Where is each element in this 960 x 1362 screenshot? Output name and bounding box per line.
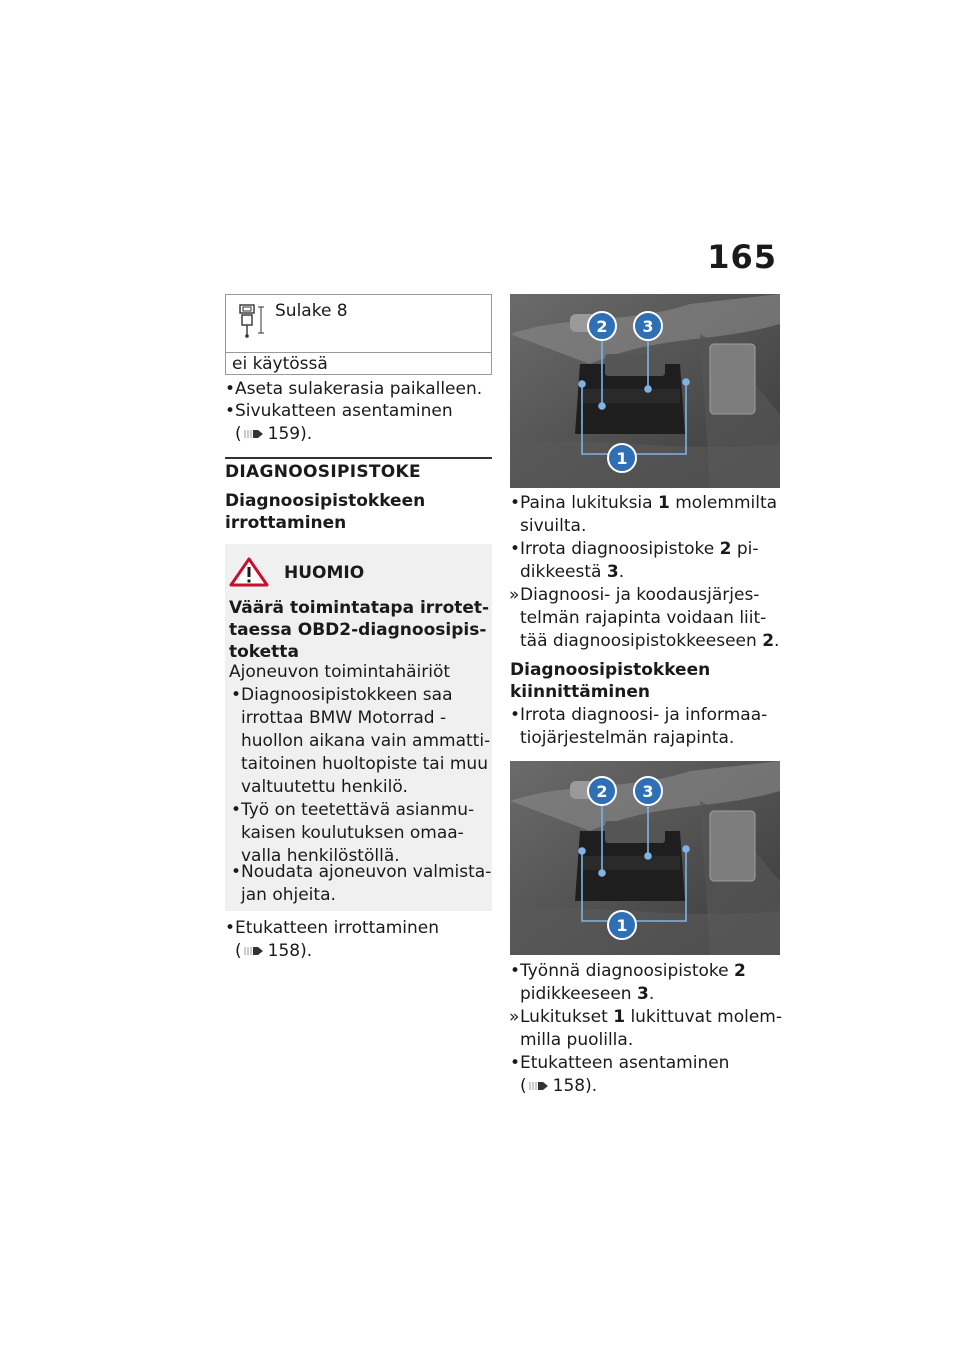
fuse-title: Sulake 8 xyxy=(275,301,348,321)
callout-3: 3 xyxy=(642,782,654,801)
subheading-attach-line2: kiinnittäminen xyxy=(510,682,650,702)
notice-item-1-line3: huollon aikana vain ammatti- xyxy=(241,731,491,751)
step-detach-interface: • Irrota diagnoosi- ja informaa- xyxy=(520,704,767,726)
fuse-table-header xyxy=(226,295,491,353)
callout-1: 1 xyxy=(616,449,628,468)
step-press-locks-line2: sivuilta. xyxy=(520,516,587,536)
notice-item-1-line2: irrottaa BMW Motorrad - xyxy=(241,708,447,728)
reference-page-159: 159). xyxy=(267,424,313,444)
notice-item-2-line3: valla henkilöstöllä. xyxy=(241,846,400,866)
step-detach-interface-line2: tiojärjestelmän rajapinta. xyxy=(520,728,735,748)
diagnostic-connector-photo-removal xyxy=(510,294,780,488)
section-divider xyxy=(225,457,492,459)
notice-item-1-line4: taitoinen huoltopiste tai muu xyxy=(241,754,488,774)
fuse-table xyxy=(225,294,492,375)
step-front-panel-remove: • Etukatteen irrottaminen xyxy=(235,917,439,939)
notice-item-2-line1: • Työ on teetettävä asianmu- xyxy=(241,799,474,821)
notice-title-line2: taessa OBD2-diagnoosipis- xyxy=(229,620,487,640)
result-locks-engage: » Lukitukset 1 lukittuvat molem- xyxy=(509,1007,782,1027)
step-side-panel-reference: ( 159). xyxy=(235,424,313,444)
notice-item-1-line1: • Diagnoosipistokkeen saa xyxy=(241,684,453,706)
reference-page-158: 158). xyxy=(267,941,313,961)
section-title: DIAGNOOSIPISTOKE xyxy=(225,462,421,482)
step-remove-connector-line2: dikkeestä 3. xyxy=(520,562,625,582)
page-reference-arrow-icon xyxy=(244,945,264,957)
page-reference-arrow-icon xyxy=(529,1080,549,1092)
callout-1: 1 xyxy=(616,916,628,935)
step-insert-fuse-box: • Aseta sulakerasia paikalleen. xyxy=(235,378,482,400)
callout-2: 2 xyxy=(596,782,608,801)
result-interface-connect-line2: telmän rajapinta voidaan liit- xyxy=(520,608,767,628)
callout-2: 2 xyxy=(596,317,608,336)
fuse-icon xyxy=(237,303,267,339)
callout-3: 3 xyxy=(642,317,654,336)
notice-item-3-line1: • Noudata ajoneuvon valmista- xyxy=(241,861,491,883)
step-push-connector: • Työnnä diagnoosipistoke 2 xyxy=(520,960,746,982)
notice-consequence: Ajoneuvon toimintahäiriöt xyxy=(229,662,451,682)
result-marker: » xyxy=(509,585,520,605)
step-front-panel-install-reference: ( 158). xyxy=(520,1076,598,1096)
subheading-removal-line2: irrottaminen xyxy=(225,513,347,533)
notice-label: HUOMIO xyxy=(284,563,365,583)
notice-title-line3: toketta xyxy=(229,642,299,662)
step-remove-connector: • Irrota diagnoosipistoke 2 pi- xyxy=(520,538,759,560)
result-locks-engage-line2: milla puolilla. xyxy=(520,1030,634,1050)
result-marker: » xyxy=(509,1007,520,1027)
step-front-panel-reference: ( 158). xyxy=(235,941,313,961)
step-front-panel-install: • Etukatteen asentaminen xyxy=(520,1052,729,1074)
subheading-attach-line1: Diagnoosipistokkeen xyxy=(510,660,711,680)
subheading-removal-line1: Diagnoosipistokkeen xyxy=(225,491,426,511)
fuse-status: ei käytössä xyxy=(232,354,328,374)
page-reference-arrow-icon xyxy=(244,428,264,440)
reference-page-158: 158). xyxy=(552,1076,598,1096)
page-number: 165 xyxy=(707,238,777,276)
result-interface-connect-line3: tää diagnoosipistokkeeseen 2. xyxy=(520,631,780,651)
step-side-panel-install: • Sivukatteen asentaminen xyxy=(235,400,453,422)
notice-item-2-line2: kaisen koulutuksen omaa- xyxy=(241,823,464,843)
notice-item-1-line5: valtuutettu henkilö. xyxy=(241,777,408,797)
notice-title-line1: Väärä toimintatapa irrotet- xyxy=(229,598,490,618)
warning-triangle-icon xyxy=(229,557,269,587)
step-press-locks: • Paina lukituksia 1 molemmilta xyxy=(520,492,777,514)
diagnostic-connector-photo-attach xyxy=(510,761,780,955)
result-interface-connect: » Diagnoosi- ja koodausjärjes- xyxy=(509,585,760,605)
notice-item-3-line2: jan ohjeita. xyxy=(241,885,336,905)
step-push-connector-line2: pidikkeeseen 3. xyxy=(520,984,655,1004)
